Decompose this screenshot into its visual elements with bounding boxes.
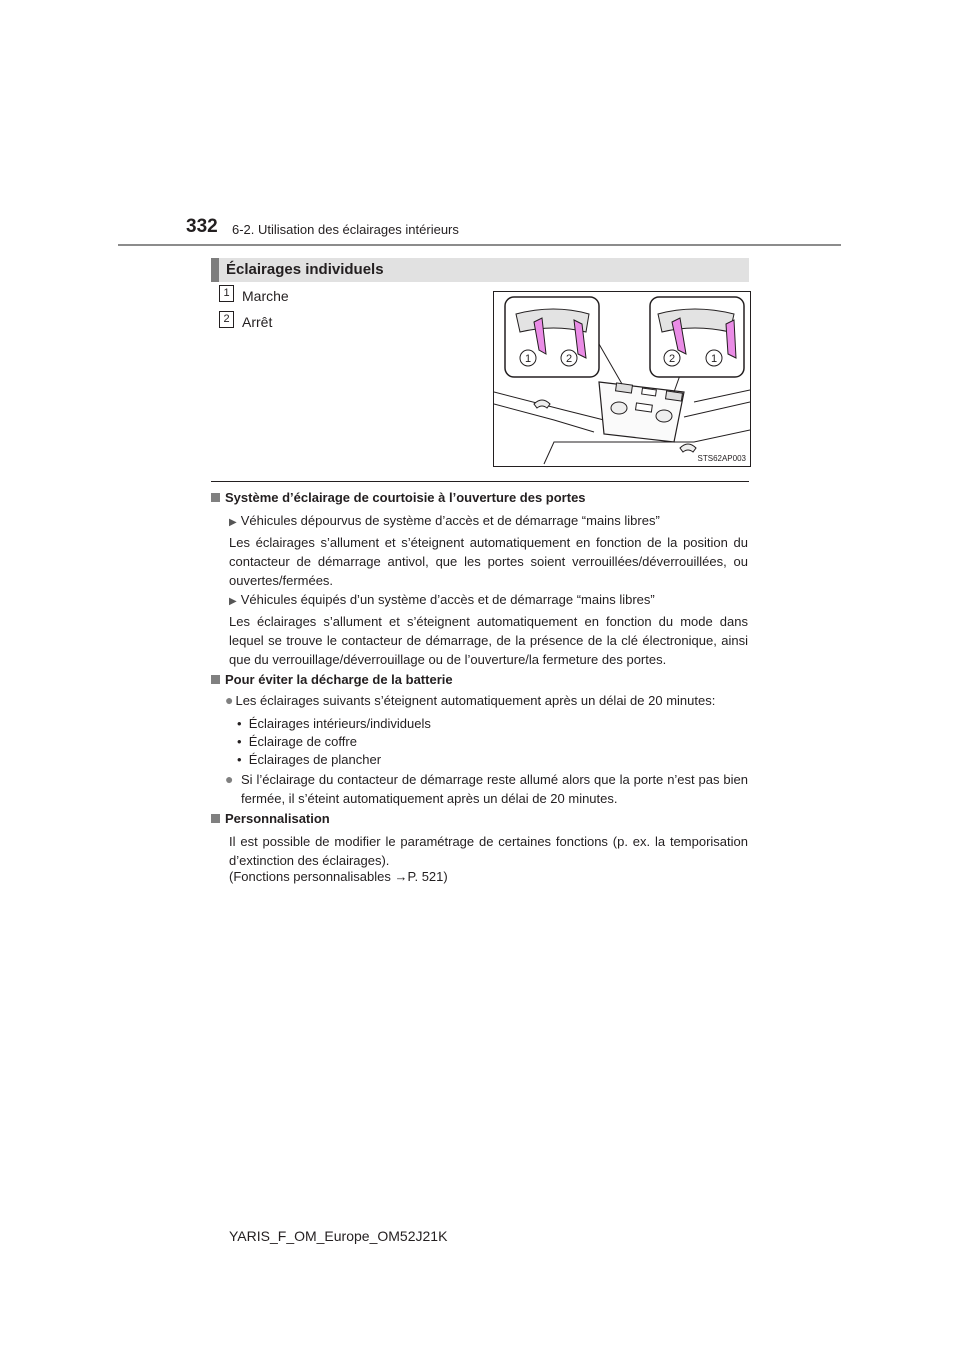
- triangle-bullet-icon: ▶: [229, 517, 237, 528]
- courtesy-sub1: ▶ Véhicules dépourvus de système d’accès et de démarrage “mains libres”: [229, 513, 660, 528]
- callout-1-left: 1: [524, 353, 532, 365]
- figure-code: STS62AP003: [697, 454, 746, 463]
- item-label-marche: Marche: [242, 288, 289, 304]
- callout-2-right: 2: [668, 353, 676, 365]
- courtesy-sub2: ▶ Véhicules équipés d’un système d’accès et de démarrage “mains libres”: [229, 592, 655, 607]
- courtesy-heading: Système d’éclairage de courtoisie à l’ouverture des portes: [211, 490, 586, 505]
- callout-1-right: 1: [710, 353, 718, 365]
- courtesy-para1: Les éclairages s’allument et s’éteignent automatiquement en fonction de la position du contacteur de démarrage antivol, que les portes soient verrouillées/déverrouillées, ou ouvertes/fermées.: [229, 535, 748, 588]
- list-item: • Éclairages de plancher: [237, 752, 382, 767]
- battery-bullet1: ● Les éclairages suivants s’éteignent automatiquement après un délai de 20 minutes:: [225, 692, 716, 708]
- section-accent: [211, 258, 219, 282]
- list-item: • Éclairage de coffre: [237, 734, 357, 749]
- square-bullet-icon: [211, 493, 220, 502]
- header-rule: [118, 244, 841, 246]
- custom-para: Il est possible de modifier le paramétrage de certaines fonctions (p. ex. la temporisation d’extinction des éclairages).: [229, 834, 748, 868]
- battery-list: [237, 714, 431, 769]
- item-number-1: 1: [219, 285, 234, 302]
- section-heading-bar: [211, 258, 749, 282]
- callout-2-left: 2: [565, 353, 573, 365]
- item-number-2: 2: [219, 311, 234, 328]
- triangle-bullet-icon: ▶: [229, 596, 237, 607]
- individual-lights-figure: [493, 291, 751, 467]
- custom-ref: (Fonctions personnalisables →P. 521): [229, 869, 448, 884]
- section-divider: [211, 481, 749, 482]
- chapter-title: 6-2. Utilisation des éclairages intérieurs: [232, 222, 459, 237]
- square-bullet-icon: [211, 814, 220, 823]
- courtesy-para2: Les éclairages s’allument et s’éteignent automatiquement en fonction du mode dans lequel se trouve le contacteur de démarrage, de la présence de la clé électronique, ainsi que du verrouillage/déverrouillage ou de l’ouverture/la fermeture des portes.: [229, 614, 748, 667]
- footer-document-code: YARIS_F_OM_Europe_OM52J21K: [229, 1228, 448, 1244]
- battery-bullet2-dot: [225, 770, 235, 789]
- battery-heading: Pour éviter la décharge de la batterie: [211, 672, 453, 687]
- item-label-arret: Arrêt: [242, 314, 273, 330]
- circle-bullet-icon: ●: [225, 771, 234, 787]
- circle-bullet-icon: ●: [225, 692, 234, 708]
- square-bullet-icon: [211, 675, 220, 684]
- battery-bullet2: Si l’éclairage du contacteur de démarrage reste allumé alors que la porte n’est pas bien fermée, il s’éteint automatiquement après un délai de 20 minutes.: [241, 772, 748, 806]
- list-item: • Éclairages intérieurs/individuels: [237, 716, 431, 731]
- overhead-console-illustration: [494, 292, 750, 466]
- section-title: Éclairages individuels: [226, 261, 384, 278]
- page-number: 332: [186, 216, 218, 237]
- custom-heading: Personnalisation: [211, 811, 330, 826]
